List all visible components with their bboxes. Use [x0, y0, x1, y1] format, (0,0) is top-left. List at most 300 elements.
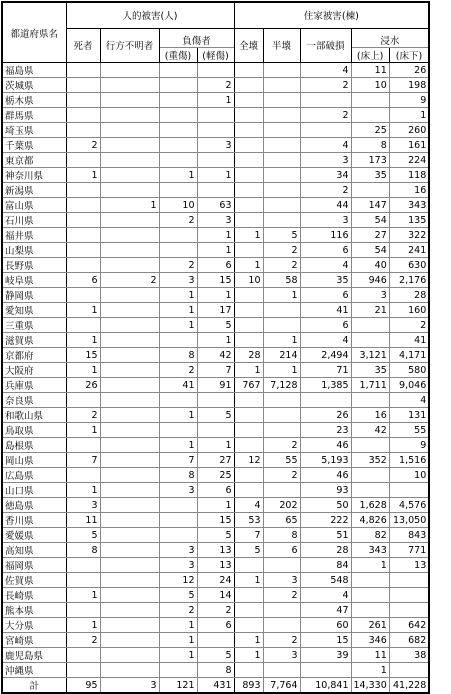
header-above-floor: (床上): [351, 48, 389, 63]
cell-flood-above: 261: [351, 618, 389, 633]
cell-dead: 7: [66, 453, 100, 468]
cell-minor: 1: [197, 168, 234, 183]
cell-severe: [159, 423, 197, 438]
cell-flood-above: [351, 588, 389, 603]
cell-full: 7: [234, 528, 263, 543]
cell-flood-above: 16: [351, 408, 389, 423]
header-dead: 死者: [66, 28, 100, 63]
cell-half: [263, 138, 300, 153]
table-row: [2, 483, 429, 498]
cell-half: 202: [263, 498, 300, 513]
table-row: [2, 633, 429, 648]
cell-flood-below: 41: [389, 333, 429, 348]
cell-flood-above: 8: [351, 138, 389, 153]
cell-severe: [159, 513, 197, 528]
cell-minor: 5: [197, 648, 234, 663]
cell-flood-above: 14,330: [351, 678, 389, 694]
cell-severe: 2: [159, 213, 197, 228]
table-row: [2, 423, 429, 438]
cell-severe: 1: [159, 648, 197, 663]
cell-full: [234, 483, 263, 498]
table-row: [2, 258, 429, 273]
damage-table: [1, 1, 430, 694]
cell-severe: 1: [159, 438, 197, 453]
header-missing: 行方不明者: [100, 28, 159, 63]
table-row: [2, 603, 429, 618]
cell-dead: [66, 258, 100, 273]
cell-half: 1: [263, 363, 300, 378]
header-partial: 一部破損: [300, 28, 351, 63]
cell-flood-below: 26: [389, 63, 429, 78]
cell-half: 3: [263, 648, 300, 663]
cell-missing: [100, 228, 159, 243]
cell-severe: 3: [159, 483, 197, 498]
cell-severe: 1: [159, 168, 197, 183]
cell-severe: 1: [159, 288, 197, 303]
cell-half: 2: [263, 633, 300, 648]
cell-partial: 6: [300, 243, 351, 258]
cell-minor: 2: [197, 603, 234, 618]
cell-severe: 3: [159, 543, 197, 558]
cell-flood-above: [351, 183, 389, 198]
cell-half: [263, 558, 300, 573]
cell-minor: 6: [197, 258, 234, 273]
cell-flood-above: 42: [351, 423, 389, 438]
cell-severe: 3: [159, 558, 197, 573]
cell-flood-below: 55: [389, 423, 429, 438]
cell-minor: [197, 108, 234, 123]
cell-dead: 3: [66, 498, 100, 513]
cell-partial: 28: [300, 543, 351, 558]
cell-partial: 15: [300, 633, 351, 648]
cell-dead: [66, 318, 100, 333]
cell-missing: [100, 498, 159, 513]
cell-half: [263, 618, 300, 633]
cell-dead: 5: [66, 528, 100, 543]
cell-half: 7,128: [263, 378, 300, 393]
cell-flood-below: 16: [389, 183, 429, 198]
cell-flood-below: 2,176: [389, 273, 429, 288]
cell-minor: 5: [197, 408, 234, 423]
cell-full: 767: [234, 378, 263, 393]
cell-flood-below: 241: [389, 243, 429, 258]
prefecture-name: 山梨県: [2, 243, 66, 258]
cell-flood-below: [389, 603, 429, 618]
table-row: [2, 363, 429, 378]
cell-half: 2: [263, 468, 300, 483]
cell-minor: 1: [197, 438, 234, 453]
cell-half: 55: [263, 453, 300, 468]
cell-severe: [159, 153, 197, 168]
cell-minor: 24: [197, 573, 234, 588]
prefecture-name: 福井県: [2, 228, 66, 243]
cell-partial: 51: [300, 528, 351, 543]
cell-full: 28: [234, 348, 263, 363]
table-row: [2, 393, 429, 408]
cell-missing: [100, 618, 159, 633]
cell-partial: 222: [300, 513, 351, 528]
cell-partial: 23: [300, 423, 351, 438]
cell-missing: [100, 663, 159, 678]
cell-flood-below: [389, 483, 429, 498]
cell-half: 5: [263, 228, 300, 243]
cell-half: 2: [263, 258, 300, 273]
cell-flood-below: 131: [389, 408, 429, 423]
table-row: [2, 303, 429, 318]
cell-missing: [100, 528, 159, 543]
cell-partial: 548: [300, 573, 351, 588]
cell-missing: [100, 318, 159, 333]
cell-flood-below: 4,171: [389, 348, 429, 363]
cell-flood-below: 1: [389, 108, 429, 123]
table-row: [2, 528, 429, 543]
cell-minor: [197, 423, 234, 438]
cell-half: 1: [263, 288, 300, 303]
cell-minor: 42: [197, 348, 234, 363]
prefecture-name: 高知県: [2, 543, 66, 558]
table-row: [2, 78, 429, 93]
prefecture-name: 山口県: [2, 483, 66, 498]
cell-flood-above: 35: [351, 363, 389, 378]
cell-minor: 5: [197, 528, 234, 543]
cell-severe: [159, 228, 197, 243]
prefecture-name: 鳥取県: [2, 423, 66, 438]
table-row: [2, 318, 429, 333]
cell-dead: 1: [66, 168, 100, 183]
header-full: 全壊: [234, 28, 263, 63]
cell-dead: [66, 78, 100, 93]
cell-flood-below: 843: [389, 528, 429, 543]
cell-minor: [197, 153, 234, 168]
cell-flood-below: 9: [389, 438, 429, 453]
prefecture-name: 熊本県: [2, 603, 66, 618]
cell-partial: 35: [300, 273, 351, 288]
table-row: [2, 513, 429, 528]
cell-minor: 431: [197, 678, 234, 694]
cell-flood-below: 118: [389, 168, 429, 183]
cell-missing: [100, 123, 159, 138]
cell-minor: [197, 633, 234, 648]
cell-minor: 6: [197, 618, 234, 633]
cell-full: 53: [234, 513, 263, 528]
cell-half: 2: [263, 438, 300, 453]
header-human-damage: 人的被害(人): [66, 2, 234, 28]
table-row: [2, 243, 429, 258]
prefecture-name: 富山県: [2, 198, 66, 213]
table-row: [2, 378, 429, 393]
cell-partial: 50: [300, 498, 351, 513]
prefecture-name: 三重県: [2, 318, 66, 333]
cell-flood-above: [351, 393, 389, 408]
cell-full: 1: [234, 573, 263, 588]
cell-dead: [66, 393, 100, 408]
cell-full: [234, 423, 263, 438]
cell-severe: [159, 528, 197, 543]
cell-flood-above: 27: [351, 228, 389, 243]
cell-full: [234, 618, 263, 633]
cell-flood-above: 352: [351, 453, 389, 468]
table-row: [2, 108, 429, 123]
cell-missing: [100, 483, 159, 498]
cell-half: [263, 393, 300, 408]
cell-partial: 46: [300, 438, 351, 453]
cell-severe: 1: [159, 618, 197, 633]
cell-half: [263, 153, 300, 168]
cell-flood-above: 1,628: [351, 498, 389, 513]
table-row: [2, 138, 429, 153]
cell-partial: 4: [300, 138, 351, 153]
prefecture-name: 和歌山県: [2, 408, 66, 423]
cell-partial: [300, 123, 351, 138]
cell-severe: 41: [159, 378, 197, 393]
cell-flood-below: 771: [389, 543, 429, 558]
cell-partial: 116: [300, 228, 351, 243]
cell-severe: [159, 63, 197, 78]
cell-flood-above: [351, 573, 389, 588]
cell-dead: 11: [66, 513, 100, 528]
cell-full: 1: [234, 363, 263, 378]
cell-flood-below: 580: [389, 363, 429, 378]
cell-flood-below: 343: [389, 198, 429, 213]
cell-partial: 2,494: [300, 348, 351, 363]
cell-half: [263, 603, 300, 618]
cell-flood-above: [351, 93, 389, 108]
cell-missing: [100, 93, 159, 108]
cell-half: 2: [263, 588, 300, 603]
cell-dead: [66, 438, 100, 453]
table-row: [2, 663, 429, 678]
cell-minor: 25: [197, 468, 234, 483]
cell-minor: 1: [197, 243, 234, 258]
cell-full: [234, 303, 263, 318]
cell-flood-below: 642: [389, 618, 429, 633]
cell-half: 6: [263, 543, 300, 558]
prefecture-name: 広島県: [2, 468, 66, 483]
cell-flood-above: [351, 108, 389, 123]
cell-half: [263, 198, 300, 213]
cell-dead: [66, 663, 100, 678]
table-row: [2, 558, 429, 573]
cell-partial: 2: [300, 108, 351, 123]
header-injured: 負傷者: [159, 33, 234, 48]
cell-half: [263, 408, 300, 423]
cell-minor: 6: [197, 483, 234, 498]
cell-severe: 1: [159, 408, 197, 423]
prefecture-name: 福島県: [2, 63, 66, 78]
cell-missing: [100, 378, 159, 393]
cell-partial: 2: [300, 78, 351, 93]
cell-severe: [159, 663, 197, 678]
cell-flood-above: 1: [351, 663, 389, 678]
cell-minor: 3: [197, 213, 234, 228]
cell-severe: [159, 78, 197, 93]
cell-flood-above: 54: [351, 213, 389, 228]
cell-minor: 1: [197, 288, 234, 303]
cell-partial: 3: [300, 153, 351, 168]
cell-partial: [300, 663, 351, 678]
cell-flood-above: 35: [351, 168, 389, 183]
cell-full: [234, 213, 263, 228]
cell-dead: [66, 123, 100, 138]
cell-flood-below: 198: [389, 78, 429, 93]
table-row: [2, 273, 429, 288]
cell-partial: 26: [300, 408, 351, 423]
prefecture-name: 神奈川県: [2, 168, 66, 183]
cell-severe: 3: [159, 273, 197, 288]
header-severe: (重傷): [159, 48, 197, 63]
prefecture-name: 宮崎県: [2, 633, 66, 648]
cell-minor: 8: [197, 663, 234, 678]
cell-missing: [100, 348, 159, 363]
cell-partial: 84: [300, 558, 351, 573]
prefecture-name: 沖縄県: [2, 663, 66, 678]
prefecture-name: 徳島県: [2, 498, 66, 513]
cell-dead: 1: [66, 303, 100, 318]
table-row: [2, 453, 429, 468]
prefecture-name: 鹿児島県: [2, 648, 66, 663]
table-row: [2, 648, 429, 663]
cell-flood-above: 946: [351, 273, 389, 288]
cell-missing: [100, 363, 159, 378]
cell-partial: 47: [300, 603, 351, 618]
cell-flood-above: [351, 438, 389, 453]
cell-flood-below: 2: [389, 318, 429, 333]
cell-minor: 5: [197, 318, 234, 333]
cell-flood-above: 54: [351, 243, 389, 258]
cell-flood-above: 173: [351, 153, 389, 168]
cell-missing: [100, 468, 159, 483]
cell-missing: 3: [100, 678, 159, 694]
cell-minor: [197, 63, 234, 78]
cell-dead: [66, 243, 100, 258]
cell-severe: [159, 243, 197, 258]
cell-missing: [100, 153, 159, 168]
prefecture-name: 栃木県: [2, 93, 66, 108]
cell-missing: [100, 183, 159, 198]
prefecture-name: 岡山県: [2, 453, 66, 468]
table-row: [2, 618, 429, 633]
cell-dead: [66, 93, 100, 108]
cell-severe: 12: [159, 573, 197, 588]
cell-severe: [159, 138, 197, 153]
cell-missing: [100, 243, 159, 258]
cell-minor: 13: [197, 543, 234, 558]
cell-full: [234, 168, 263, 183]
table-row: [2, 348, 429, 363]
cell-half: 214: [263, 348, 300, 363]
cell-flood-above: 25: [351, 123, 389, 138]
cell-flood-below: 1,516: [389, 453, 429, 468]
cell-minor: 7: [197, 363, 234, 378]
prefecture-name: 新潟県: [2, 183, 66, 198]
cell-flood-below: 4,576: [389, 498, 429, 513]
cell-flood-below: 160: [389, 303, 429, 318]
prefecture-name: 愛知県: [2, 303, 66, 318]
cell-flood-below: 13,050: [389, 513, 429, 528]
cell-dead: [66, 228, 100, 243]
cell-partial: 60: [300, 618, 351, 633]
cell-flood-below: 4: [389, 393, 429, 408]
cell-dead: [66, 603, 100, 618]
cell-half: [263, 213, 300, 228]
cell-half: [263, 663, 300, 678]
prefecture-name: 群馬県: [2, 108, 66, 123]
cell-flood-above: [351, 468, 389, 483]
cell-full: 1: [234, 648, 263, 663]
cell-flood-above: 1: [351, 558, 389, 573]
prefecture-name: 福岡県: [2, 558, 66, 573]
cell-full: [234, 558, 263, 573]
cell-missing: [100, 258, 159, 273]
cell-minor: [197, 123, 234, 138]
cell-half: [263, 303, 300, 318]
cell-full: [234, 318, 263, 333]
cell-full: [234, 243, 263, 258]
cell-dead: [66, 558, 100, 573]
cell-flood-below: 13: [389, 558, 429, 573]
cell-dead: 1: [66, 483, 100, 498]
table-body: [2, 63, 429, 694]
table-row: [2, 588, 429, 603]
cell-flood-above: 147: [351, 198, 389, 213]
cell-severe: 2: [159, 258, 197, 273]
cell-dead: 2: [66, 408, 100, 423]
cell-half: [263, 63, 300, 78]
cell-missing: 1: [100, 198, 159, 213]
cell-minor: 1: [197, 93, 234, 108]
prefecture-name: 奈良県: [2, 393, 66, 408]
cell-dead: [66, 198, 100, 213]
cell-missing: [100, 108, 159, 123]
prefecture-name: 長野県: [2, 258, 66, 273]
cell-severe: [159, 498, 197, 513]
table-row: [2, 333, 429, 348]
table-row: [2, 288, 429, 303]
cell-full: [234, 333, 263, 348]
cell-missing: [100, 408, 159, 423]
cell-minor: 15: [197, 513, 234, 528]
cell-partial: 6: [300, 288, 351, 303]
cell-minor: 1: [197, 228, 234, 243]
cell-minor: 2: [197, 78, 234, 93]
cell-flood-below: 10: [389, 468, 429, 483]
cell-full: [234, 123, 263, 138]
table-row: [2, 228, 429, 243]
cell-full: 1: [234, 633, 263, 648]
cell-flood-above: 11: [351, 63, 389, 78]
cell-half: [263, 123, 300, 138]
cell-flood-below: 38: [389, 648, 429, 663]
cell-flood-below: 322: [389, 228, 429, 243]
cell-dead: 15: [66, 348, 100, 363]
cell-flood-below: [389, 573, 429, 588]
cell-missing: [100, 303, 159, 318]
cell-dead: 1: [66, 363, 100, 378]
cell-missing: [100, 603, 159, 618]
cell-partial: 4: [300, 333, 351, 348]
cell-missing: [100, 438, 159, 453]
table-row: [2, 213, 429, 228]
cell-half: [263, 483, 300, 498]
cell-full: [234, 603, 263, 618]
cell-missing: [100, 513, 159, 528]
cell-missing: [100, 633, 159, 648]
cell-partial: 46: [300, 468, 351, 483]
cell-dead: [66, 468, 100, 483]
cell-severe: 2: [159, 603, 197, 618]
cell-half: [263, 78, 300, 93]
cell-full: [234, 468, 263, 483]
